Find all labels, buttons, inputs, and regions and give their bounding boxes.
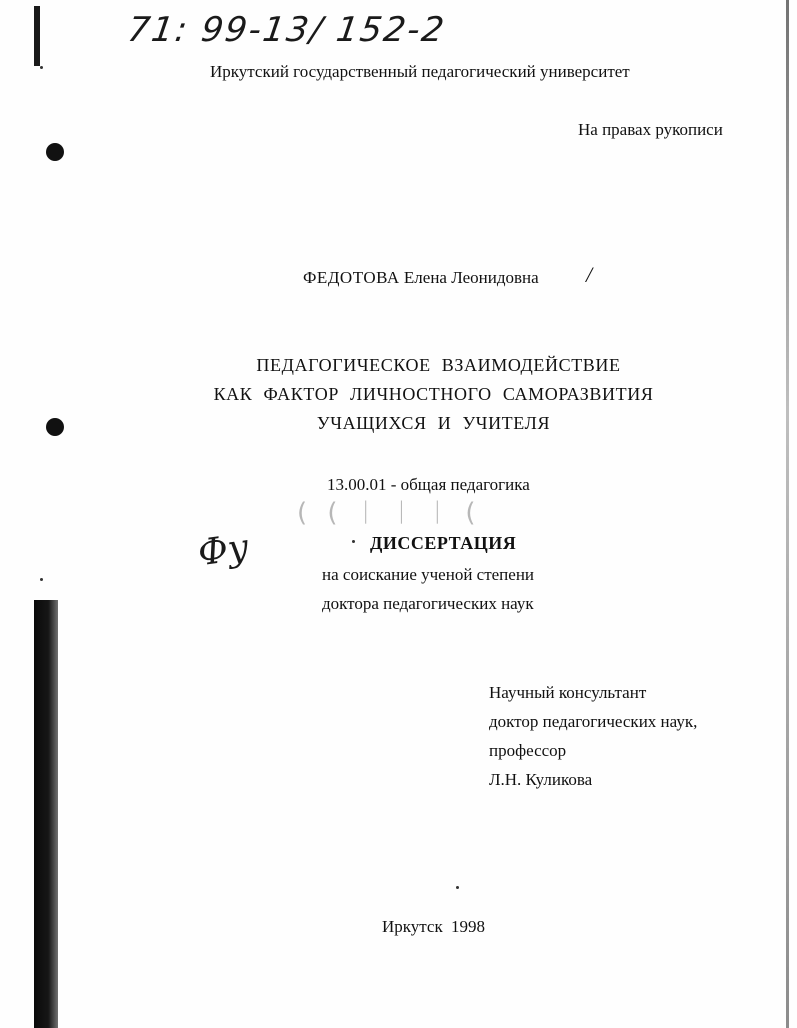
- dissertation-title-line-3: УЧАЩИХСЯ И УЧИТЕЛЯ: [316, 413, 551, 433]
- rights-notice: На правах рукописи: [578, 120, 723, 139]
- handwritten-signature: Фу: [195, 526, 252, 575]
- degree-line-1: на соискание ученой степени: [322, 565, 535, 584]
- pen-mark: /: [586, 262, 593, 287]
- degree-line-2: доктора педагогических наук: [322, 594, 534, 613]
- handwritten-archive-number: 71: 99-13/ 152-2: [125, 10, 449, 50]
- university-name: Иркутский государственный педагогический университет: [210, 62, 630, 81]
- specialty-code: 13.00.01 - общая педагогика: [327, 475, 530, 494]
- scan-binding-edge: [34, 600, 58, 1028]
- binder-hole-icon: [46, 143, 64, 161]
- faded-stamp: ( ( ᛁ ᛁ ᛁ (: [297, 498, 482, 528]
- author-name: [303, 268, 539, 288]
- document-type: ДИССЕРТАЦИЯ: [370, 533, 517, 553]
- author-surname: ФЕДОТОВА: [303, 268, 400, 287]
- scan-right-edge: [786, 0, 789, 1028]
- consultant-degree: доктор педагогических наук,: [489, 712, 698, 731]
- scan-speck: [456, 886, 459, 889]
- scan-speck: [40, 66, 43, 69]
- consultant-rank: профессор: [489, 741, 567, 760]
- consultant-label: Научный консультант: [489, 683, 647, 702]
- dissertation-title-line-2: КАК ФАКТОР ЛИЧНОСТНОГО САМОРАЗВИТИЯ: [213, 384, 654, 404]
- scan-speck: [352, 540, 355, 543]
- dissertation-title-line-1: ПЕДАГОГИЧЕСКОЕ ВЗАИМОДЕЙСТВИЕ: [256, 355, 621, 375]
- consultant-name: Л.Н. Куликова: [489, 770, 593, 789]
- author-given-names: Елена Леонидовна: [403, 268, 539, 287]
- scan-binding-edge-top: [34, 6, 40, 66]
- scan-speck: [40, 578, 43, 581]
- city-and-year: Иркутск 1998: [382, 917, 485, 936]
